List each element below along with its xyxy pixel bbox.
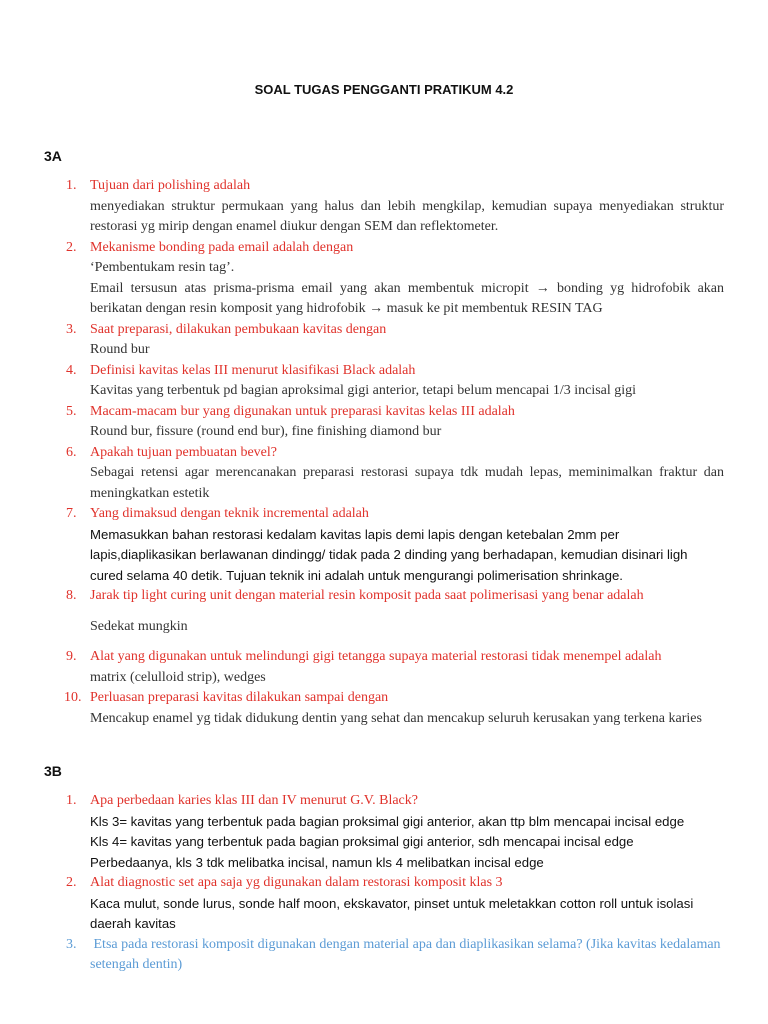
answer-text: menyediakan struktur permukaan yang halus dan lebih mengkilap, kemudian supaya menyediakan struktur restorasi yg mirip dengan enamel diukur dengan SEM dan reflektometer.	[90, 198, 724, 234]
item-number: 1.	[66, 793, 77, 808]
list-item	[0, 935, 768, 976]
item-number: 8.	[66, 588, 77, 603]
question-text: Alat diagnostic set apa saja yg digunakan dalam restorasi komposit klas 3	[90, 875, 503, 890]
answer-text: Kavitas yang terbentuk pd bagian aproksimal gigi anterior, tetapi belum mencapai 1/3 incisal gigi	[90, 383, 637, 398]
list-item	[0, 176, 768, 238]
question-text: Yang dimaksud dengan teknik incremental adalah	[90, 506, 369, 521]
list-item	[0, 873, 768, 935]
item-number: 10.	[64, 690, 82, 705]
question-text: Macam-macam bur yang digunakan untuk preparasi kavitas kelas III adalah	[90, 403, 515, 419]
section-3a-list	[0, 176, 768, 729]
answer-text: Round bur, fissure (round end bur), fine finishing diamond bur	[90, 424, 442, 439]
item-number: 3.	[66, 936, 77, 952]
answer-text: Sebagai retensi agar merencanakan preparasi restorasi supaya tdk mudah lepas, meminimalkan fraktur dan meningkatkan estetik	[90, 465, 724, 501]
list-item	[0, 443, 768, 505]
answer-text: Sedekat mungkin	[90, 618, 188, 634]
answer-text: Memasukkan bahan restorasi kedalam kavitas lapis demi lapis dengan ketebalan 2mm per lapis,diaplikasikan berlawanan dindingg/ tidak pada 2 dinding yang berhadapan, kemudian disinari ligh cured selama 40 detik. Tujuan teknik ini adalah untuk mengurangi polimerisation shrinkage.	[90, 526, 688, 583]
question-text: Definisi kavitas kelas III menurut klasifikasi Black adalah	[90, 362, 416, 378]
answer-text: matrix (celulloid strip), wedges	[90, 669, 266, 685]
answer-text: Email tersusun atas prisma-prisma email yang akan membentuk micropit → bonding yg hidrofobik akan berikatan dengan resin komposit yang hidrofobik → masuk ke pit membentuk RESIN TAG	[90, 280, 724, 316]
question-text: Etsa pada restorasi komposit digunakan dengan material apa dan diaplikasikan selama? (Jika kavitas kedalaman setengah dentin)	[90, 936, 725, 972]
question-text: Mekanisme bonding pada email adalah dengan	[90, 239, 354, 255]
list-item	[0, 688, 768, 729]
question-text: Jarak tip light curing unit dengan material resin komposit pada saat polimerisasi yang benar adalah	[90, 588, 644, 603]
question-text: Perluasan preparasi kavitas dilakukan sampai dengan	[90, 690, 389, 705]
list-item	[0, 647, 768, 688]
answer-text: Perbedaanya, kls 3 tdk melibatka incisal, namun kls 4 melibatkan incisal edge	[90, 854, 544, 870]
list-item	[0, 238, 768, 320]
question-text: Apakah tujuan pembuatan bevel?	[90, 444, 277, 460]
list-item	[0, 402, 768, 443]
item-number: 2.	[66, 239, 77, 255]
answer-text: Round bur	[90, 342, 150, 357]
item-number: 5.	[66, 403, 77, 419]
answer-text: Kaca mulut, sonde lurus, sonde half moon, ekskavator, pinset untuk meletakkan cotton roll untuk isolasi daerah kavitas	[90, 895, 694, 931]
item-number: 3.	[66, 321, 77, 337]
list-item	[0, 586, 768, 647]
list-item	[0, 791, 768, 873]
answer-text: Mencakup enamel yg tidak didukung dentin yang sehat dan mencakup seluruh kerusakan yang terkena karies	[90, 710, 702, 726]
section-3a-label: 3A	[44, 148, 62, 164]
list-item	[0, 320, 768, 361]
document-title: SOAL TUGAS PENGGANTI PRATIKUM 4.2	[254, 82, 514, 97]
section-3b-list	[0, 791, 768, 976]
list-item	[0, 504, 768, 586]
item-number: 7.	[66, 506, 77, 521]
item-number: 2.	[66, 875, 77, 890]
item-number: 1.	[66, 178, 77, 193]
question-text: Alat yang digunakan untuk melindungi gigi tetangga supaya material restorasi tidak menempel adalah	[90, 649, 662, 664]
answer-text: Kls 4= kavitas yang terbentuk pada bagian proksimal gigi anterior, sdh mencapai incisal edge	[90, 834, 634, 849]
answer-text: ‘Pembentukam resin tag’.	[90, 260, 235, 275]
answer-text: Kls 3= kavitas yang terbentuk pada bagian proksimal gigi anterior, akan ttp blm mencapai incisal edge	[90, 813, 685, 829]
question-text: Tujuan dari polishing adalah	[90, 178, 251, 193]
item-number: 6.	[66, 444, 77, 460]
section-3b-label: 3B	[44, 763, 62, 779]
question-text: Apa perbedaan karies klas III dan IV menurut G.V. Black?	[90, 793, 418, 808]
item-number: 9.	[66, 649, 77, 664]
question-text: Saat preparasi, dilakukan pembukaan kavitas dengan	[90, 321, 387, 337]
list-item	[0, 361, 768, 402]
item-number: 4.	[66, 362, 77, 378]
